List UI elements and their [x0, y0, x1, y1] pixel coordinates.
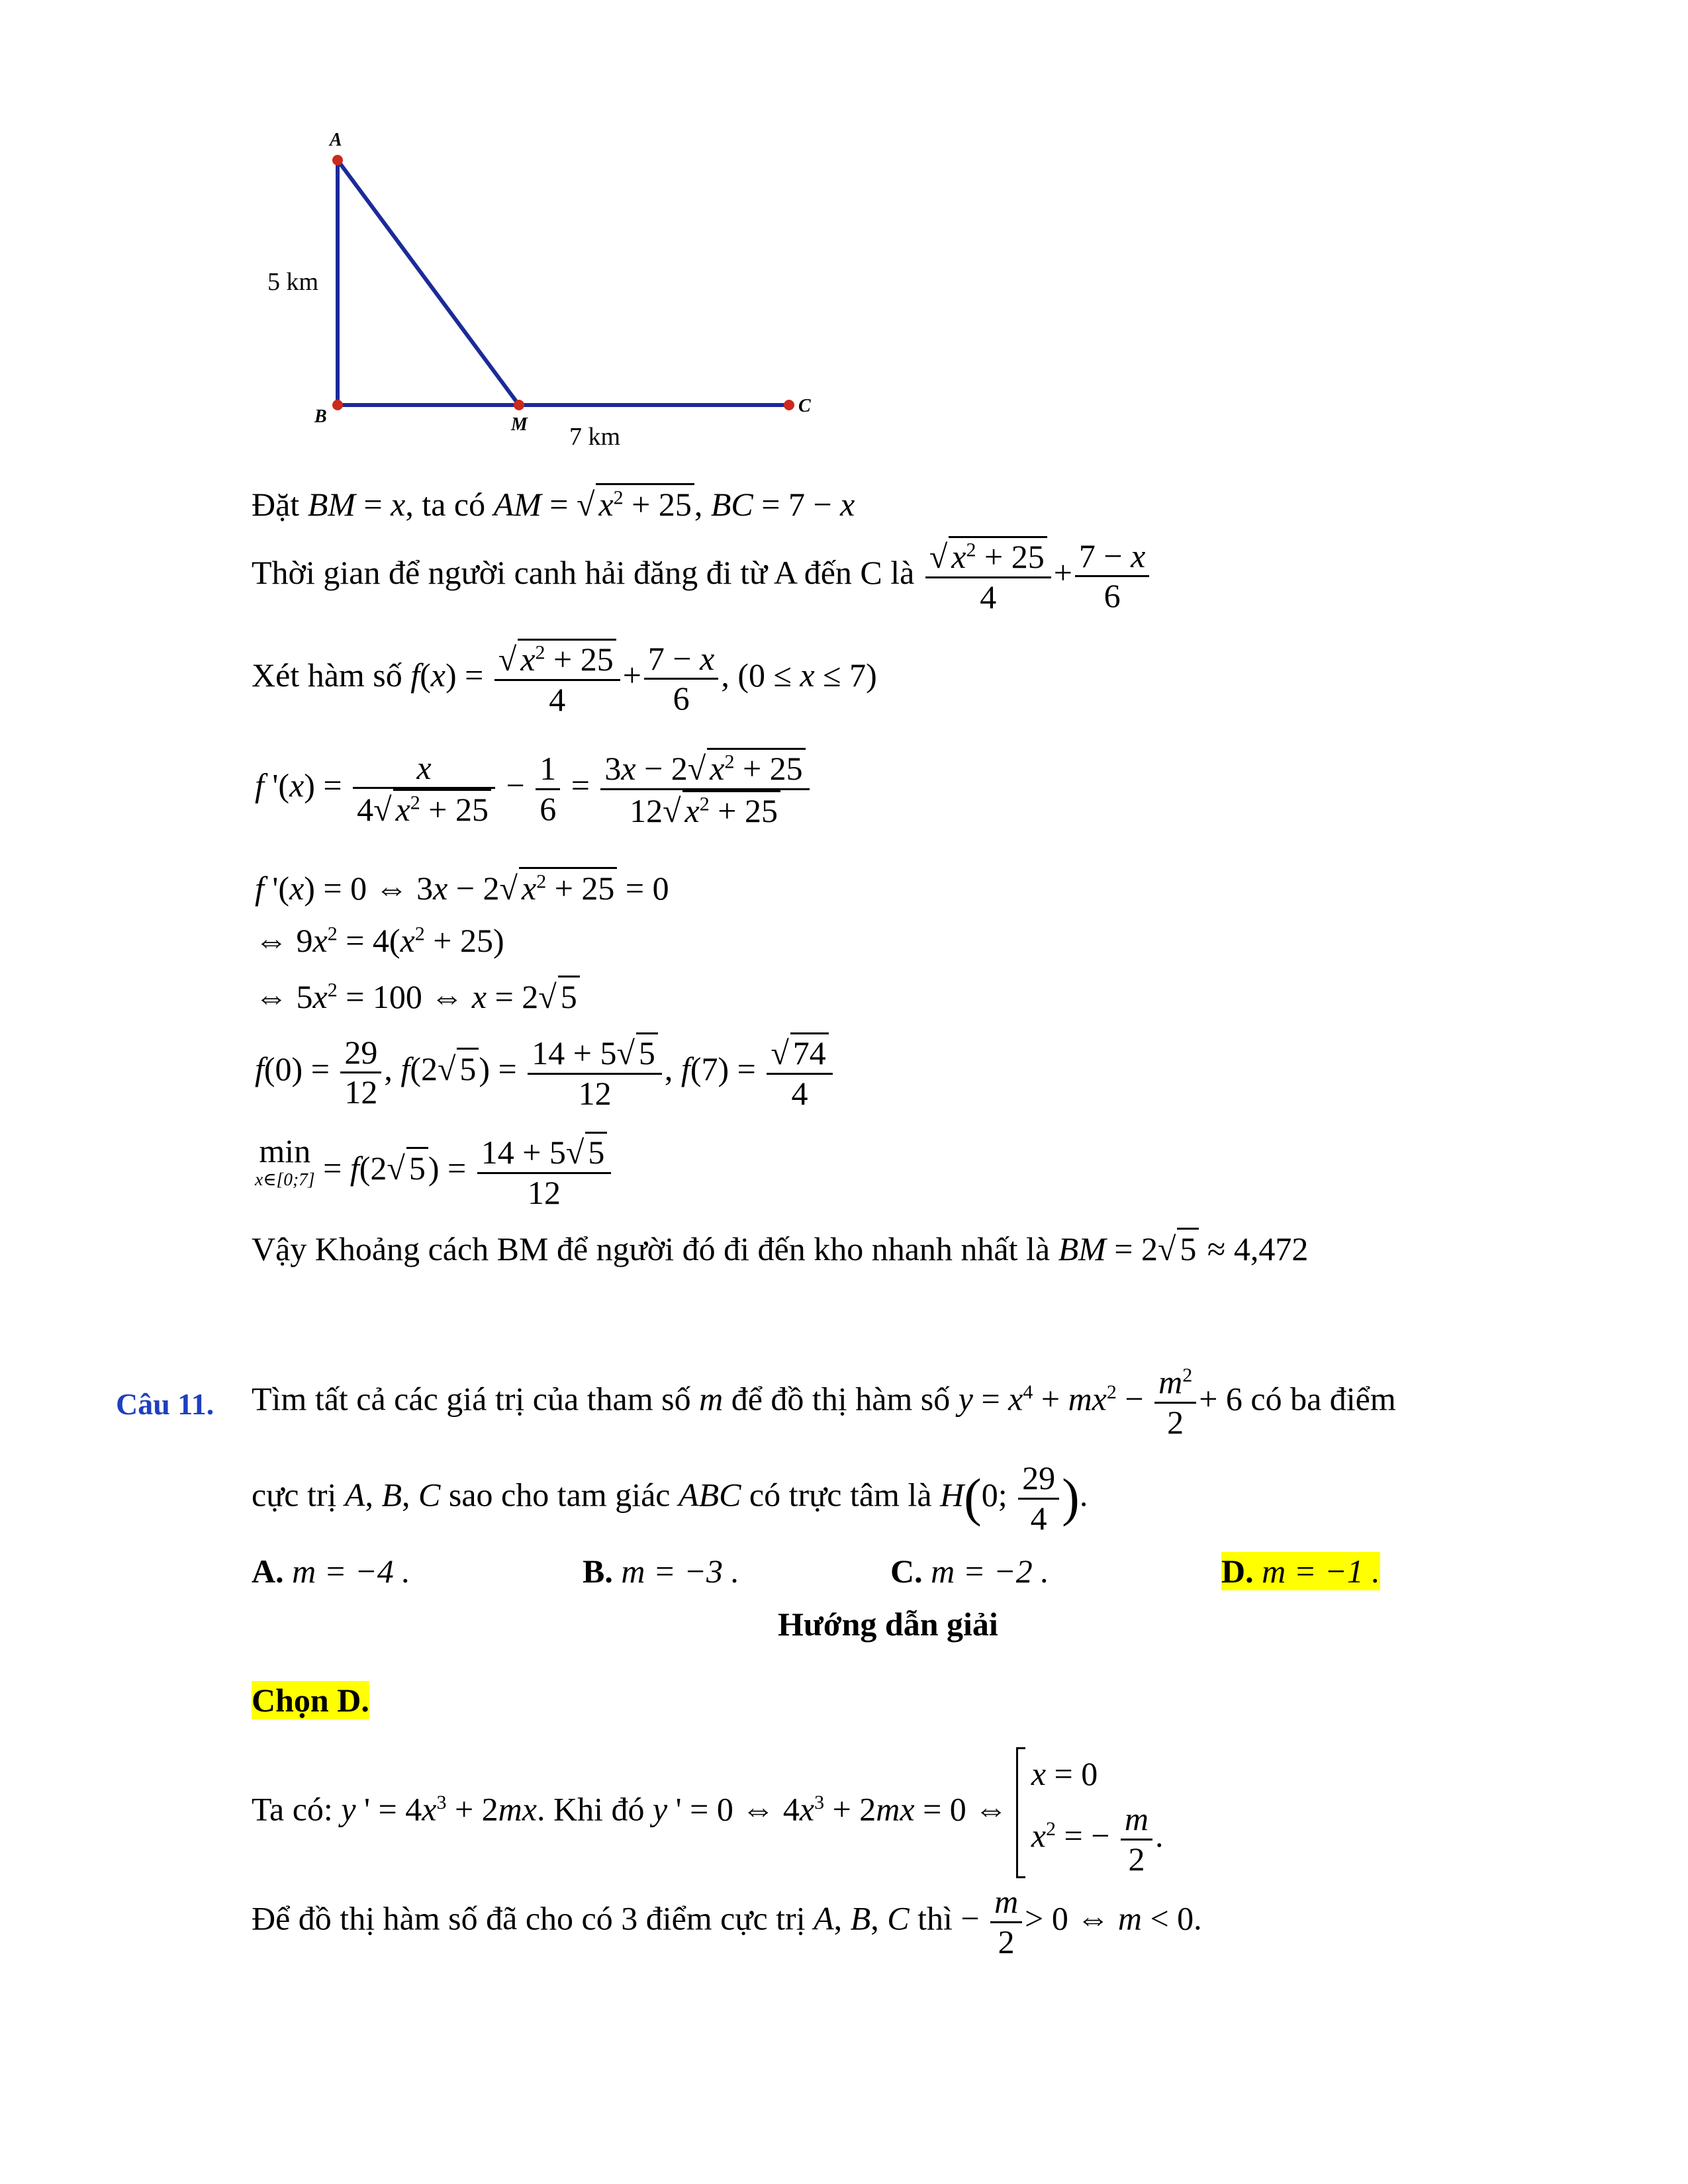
- label-ab-length: 5 km: [267, 268, 319, 296]
- text-set: Đặt: [252, 486, 300, 523]
- point-c: [784, 400, 794, 410]
- line-equation-2: ⇔ $9x^2 = 4(x^2 + 25)$: [255, 922, 504, 959]
- point-b: [332, 400, 343, 410]
- label-m: M: [511, 414, 528, 435]
- option-a[interactable]: A. m = −4 .: [252, 1553, 410, 1590]
- text-we-have: , ta có: [405, 486, 486, 523]
- line-equation-1: f '(x) = 0 ⇔ 3x − 2√ $x^2 + 25 = 0$: [255, 867, 669, 907]
- question-number: Câu 11.: [116, 1387, 214, 1421]
- point-m: [514, 400, 524, 410]
- label-c: C: [798, 396, 811, 416]
- label-a: A: [330, 130, 342, 150]
- point-a: [332, 155, 343, 165]
- question-line-1: Tìm tất cả các giá trị của tham số m để đồ thị hàm số $y = x^4 + mx^2$ − $\frac{m^2}{2}$ + 6 có ba điểm: [252, 1363, 1396, 1441]
- answer-choice: Chọn D.: [252, 1682, 369, 1719]
- solution-line-2: Để đồ thị hàm số đã cho có 3 điểm cực trị A, B, C thì − $\frac{m}{2}$ > 0 ⇔ m < 0.: [252, 1883, 1202, 1960]
- segment-am: [338, 160, 519, 405]
- option-b[interactable]: B. m = −3 .: [583, 1553, 739, 1590]
- line-function: Xét hàm số f(x) = $\frac{√ x^2 + 25}{4}$ + $\frac{7 - x}{6}$ , (0 ≤ x ≤ 7): [252, 639, 877, 718]
- triangle-figure: [252, 119, 834, 463]
- line-min: min x∈[0;7] = f(2√ 5) = $\frac{14 + 5√ 5}{12}$: [255, 1132, 614, 1212]
- line-conclusion: Vậy Khoảng cách BM để người đó đi đến kho nhanh nhất là BM = 2√ 5 ≈ 4,472: [252, 1228, 1308, 1268]
- line-derivative: f '(x) = $\frac{x}{4√ x^2 + 25}$ − $\frac{1}{6}$ = $\frac{3x - 2√ x^2 + 25}{12√ x^2 + 25}$: [255, 748, 812, 830]
- question-line-2: cực trị A, B, C sao cho tam giác ABC có trực tâm là H(0; $\frac{29}{4}$ ).: [252, 1459, 1088, 1537]
- option-d[interactable]: D. m = −1 .: [1221, 1553, 1380, 1590]
- line-time: Thời gian để người canh hải đăng đi từ A đến C là $\frac{√ x^2 + 25}{4}$ + $\frac{7 - x}{6}$: [252, 536, 1152, 616]
- solution-cases: x = 0 $x^2$ = − $\frac{m}{2}$ .: [1016, 1747, 1164, 1878]
- guide-title: Hướng dẫn giải: [778, 1606, 998, 1643]
- line-equation-3: ⇔ $5x^2 = 100$ ⇔ x = 2√ 5: [255, 976, 580, 1016]
- text-consider: Xét hàm số: [252, 656, 402, 694]
- line-set-bm: Đặt BM = x, ta có AM = √ $x^2 + 25$, BC = 7 − x: [252, 483, 855, 523]
- text-conclusion: Vậy Khoảng cách BM để người đó đi đến kho nhanh nhất là: [252, 1230, 1051, 1267]
- text-time: Thời gian để người canh hải đăng đi từ A đến C là: [252, 553, 915, 591]
- label-bc-length: 7 km: [569, 423, 621, 451]
- line-values: f(0) = $\frac{29}{12}$ , f(2√ 5) = $\frac{14 + 5√ 5}{12}$ , f(7) = $\frac{√ 74}{4}$: [255, 1032, 835, 1113]
- option-c[interactable]: C. m = −2 .: [890, 1553, 1049, 1590]
- label-b: B: [314, 406, 327, 427]
- solution-line-1: Ta có: y ' = $4x^3 + 2mx$. Khi đó y ' = 0 ⇔ $4x^3 + 2mx = 0$ ⇔ x = 0 $x^2$ = − $\frac{m}{2}$ .: [252, 1747, 1164, 1878]
